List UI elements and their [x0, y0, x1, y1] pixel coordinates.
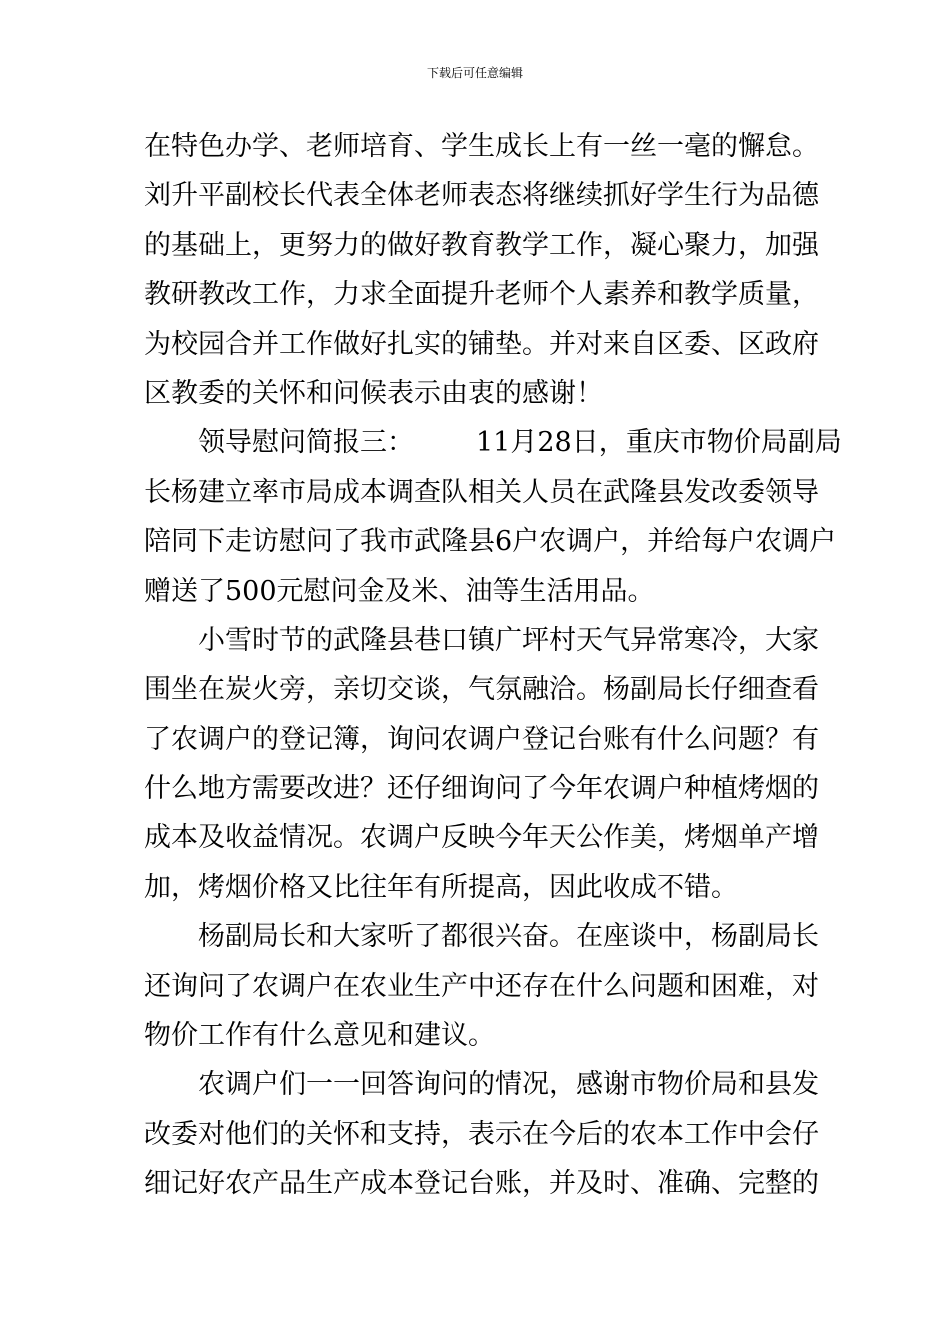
text-line: 还询问了农调户在农业生产中还存在什么问题和困难，对 [144, 970, 819, 1002]
text-line: 的基础上，更努力的做好教育教学工作，凝心聚力，加强 [144, 229, 819, 261]
text-line: 加，烤烟价格又比往年有所提高，因此收成不错。 [144, 871, 738, 903]
text-line: 围坐在炭火旁，亲切交谈，气氛融洽。杨副局长仔细查看 [144, 674, 819, 706]
text-line: 成本及收益情况。农调户反映今年天公作美，烤烟单产增 [144, 822, 819, 854]
text-line: 长杨建立率市局成本调查队相关人员在武隆县发改委领导 [144, 476, 819, 508]
text-line: 了农调户的登记簿，询问农调户登记台账有什么问题？有 [144, 723, 819, 755]
text-line-briefing-heading [144, 418, 842, 467]
text-line: 区教委的关怀和问候表示由衷的感谢！ [144, 377, 603, 409]
text-line: 陪同下走访慰问了我市武隆县6户农调户，并给每户农调户 [144, 526, 837, 558]
text-line: 改委对他们的关怀和支持，表示在今后的农本工作中会仔 [144, 1118, 819, 1150]
text-line: 赠送了500元慰问金及米、油等生活用品。 [144, 575, 655, 607]
text-line: 杨副局长和大家听了都很兴奋。在座谈中，杨副局长 [198, 921, 819, 953]
text-line: 小雪时节的武隆县巷口镇广坪村天气异常寒冷，大家 [198, 624, 819, 656]
text-line: 刘升平副校长代表全体老师表态将继续抓好学生行为品德 [144, 180, 819, 212]
text-line: 农调户们一一回答询问的情况，感谢市物价局和县发 [198, 1069, 819, 1101]
text-line: 在特色办学、老师培育、学生成长上有一丝一毫的懈怠。 [144, 131, 819, 162]
text-line: 细记好农产品生产成本登记台账，并及时、准确、完整的 [144, 1168, 819, 1200]
briefing-label: 领导慰问简报三： [198, 427, 414, 459]
text-line: 什么地方需要改进？还仔细询问了今年农调户种植烤烟的 [144, 773, 819, 805]
text-line: 物价工作有什么意见和建议。 [144, 1020, 495, 1052]
text-line: 为校园合并工作做好扎实的铺垫。并对来自区委、区政府 [144, 328, 819, 360]
document-body [144, 122, 842, 1209]
text-line: 教研教改工作，力求全面提升老师个人素养和教学质量， [144, 279, 819, 311]
briefing-lead: 11月28日，重庆市物价局副局 [476, 427, 842, 459]
page-header: 下载后可任意编辑 [426, 66, 523, 80]
